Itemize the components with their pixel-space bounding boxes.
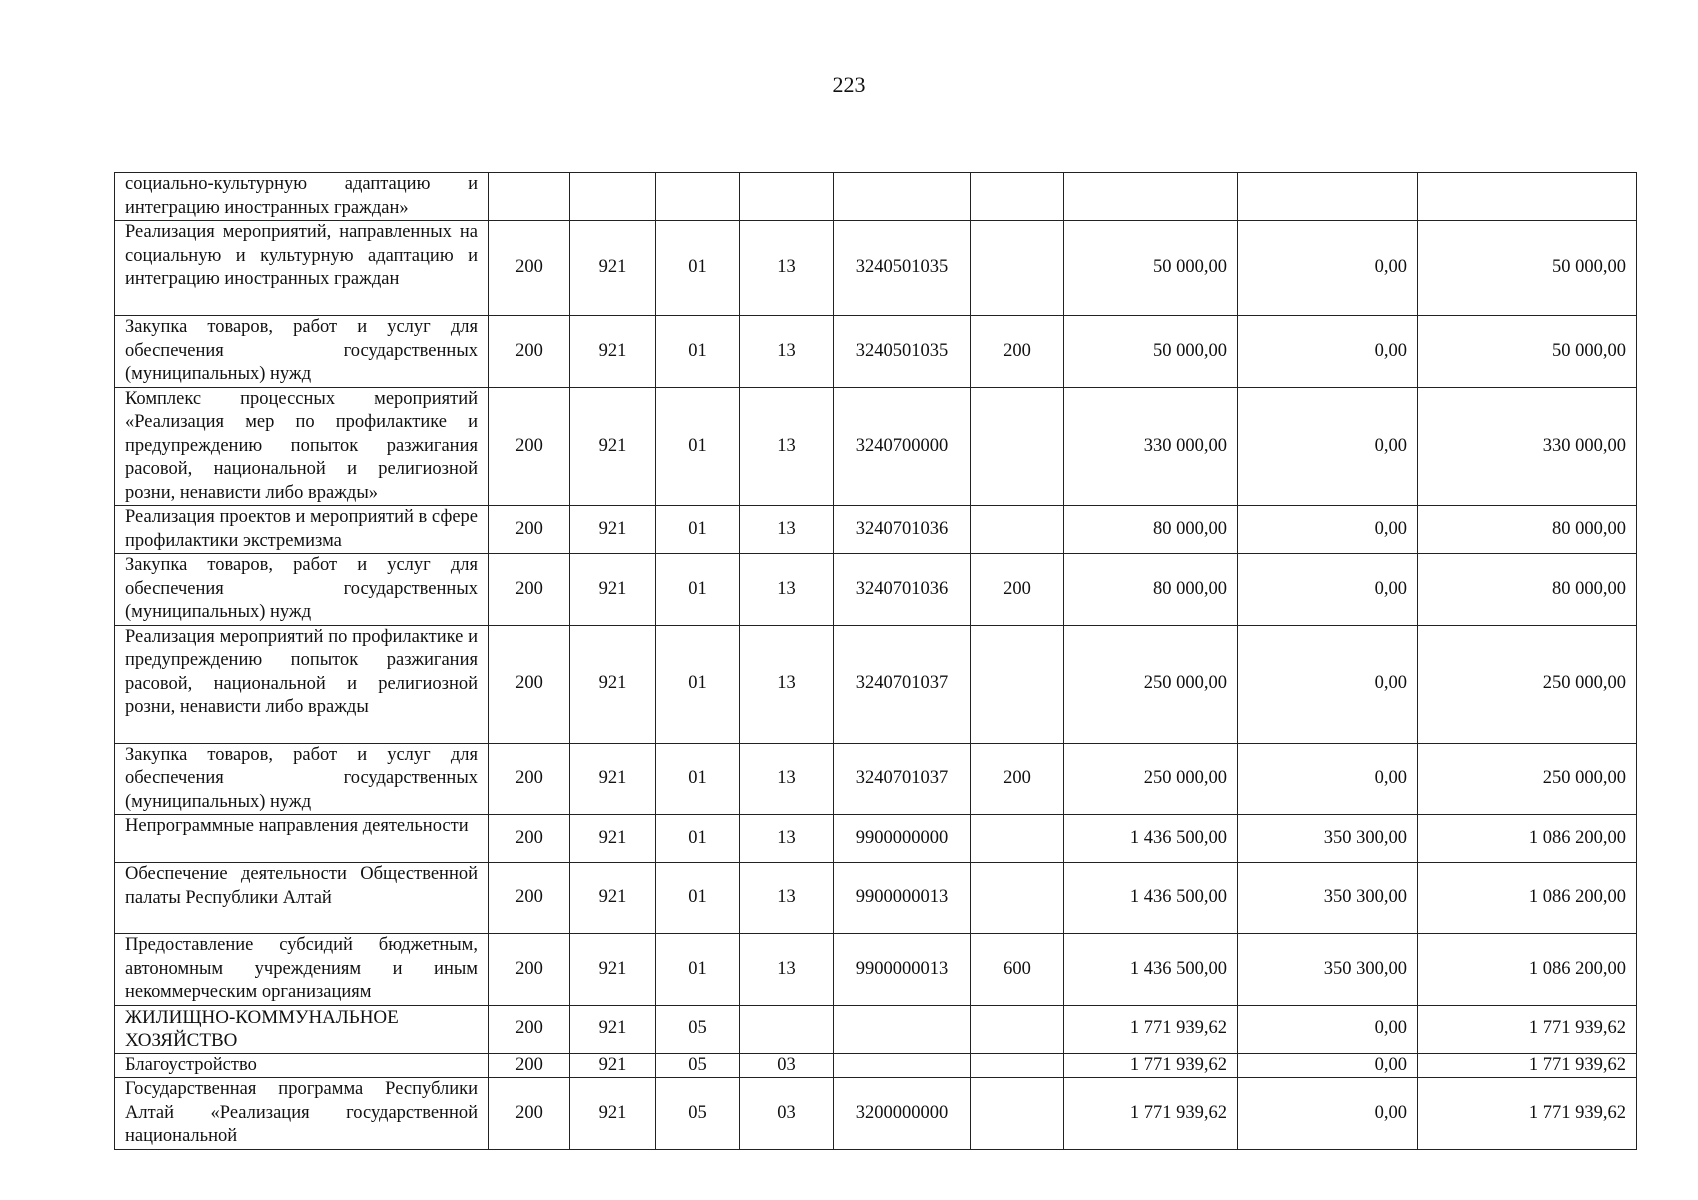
total-amount-cell: 330 000,00 xyxy=(1064,387,1238,506)
total-amount-cell: 50 000,00 xyxy=(1064,316,1238,388)
subsection-code-cell: 13 xyxy=(740,506,834,554)
total-amount-cell: 80 000,00 xyxy=(1064,554,1238,626)
federal-amount-cell: 0,00 xyxy=(1238,554,1418,626)
federal-amount-cell: 350 300,00 xyxy=(1238,815,1418,863)
grbs-code-cell: 200 xyxy=(489,1005,570,1053)
department-code-cell: 921 xyxy=(570,815,656,863)
federal-amount-cell: 350 300,00 xyxy=(1238,934,1418,1006)
budget-table xyxy=(114,172,1637,1150)
section-code-cell: 01 xyxy=(656,815,740,863)
total-amount-cell: 1 436 500,00 xyxy=(1064,934,1238,1006)
total-amount-cell: 1 436 500,00 xyxy=(1064,815,1238,863)
grbs-code-cell: 200 xyxy=(489,743,570,815)
target-article-cell: 9900000013 xyxy=(834,863,971,934)
federal-amount-cell: 0,00 xyxy=(1238,1005,1418,1053)
table-row xyxy=(115,221,1637,316)
section-code-cell: 01 xyxy=(656,743,740,815)
regional-amount-cell: 1 086 200,00 xyxy=(1418,934,1637,1006)
regional-amount-cell: 1 771 939,62 xyxy=(1418,1078,1637,1150)
department-code-cell: 921 xyxy=(570,863,656,934)
department-code-cell: 921 xyxy=(570,316,656,388)
regional-amount-cell: 250 000,00 xyxy=(1418,625,1637,743)
subsection-code-cell: 13 xyxy=(740,934,834,1006)
row-name-cell: Закупка товаров, работ и услуг для обеспечения государственных (муниципальных) нужд xyxy=(115,743,489,815)
section-code-cell: 01 xyxy=(656,221,740,316)
subsection-code-cell: 13 xyxy=(740,554,834,626)
department-code-cell: 921 xyxy=(570,554,656,626)
federal-amount-cell: 0,00 xyxy=(1238,221,1418,316)
total-amount-cell xyxy=(1064,173,1238,221)
table-row xyxy=(115,934,1637,1006)
section-code-cell xyxy=(656,173,740,221)
table-row xyxy=(115,1005,1637,1053)
department-code-cell: 921 xyxy=(570,743,656,815)
section-code-cell: 01 xyxy=(656,554,740,626)
department-code-cell: 921 xyxy=(570,221,656,316)
table-row xyxy=(115,173,1637,221)
target-article-cell: 3240701036 xyxy=(834,506,971,554)
table-row xyxy=(115,625,1637,743)
regional-amount-cell: 80 000,00 xyxy=(1418,554,1637,626)
grbs-code-cell: 200 xyxy=(489,387,570,506)
target-article-cell: 3240501035 xyxy=(834,316,971,388)
target-article-cell: 3240701036 xyxy=(834,554,971,626)
table-row xyxy=(115,1053,1637,1078)
table-row xyxy=(115,863,1637,934)
row-name-cell: Предоставление субсидий бюджетным, автономным учреждениям и иным некоммерческим организациям xyxy=(115,934,489,1006)
subsection-code-cell: 13 xyxy=(740,743,834,815)
grbs-code-cell: 200 xyxy=(489,316,570,388)
department-code-cell: 921 xyxy=(570,506,656,554)
department-code-cell: 921 xyxy=(570,934,656,1006)
subsection-code-cell: 03 xyxy=(740,1053,834,1078)
expense-type-cell xyxy=(971,1053,1064,1078)
target-article-cell: 3240700000 xyxy=(834,387,971,506)
expense-type-cell xyxy=(971,1005,1064,1053)
department-code-cell: 921 xyxy=(570,1078,656,1150)
expense-type-cell xyxy=(971,625,1064,743)
grbs-code-cell xyxy=(489,173,570,221)
regional-amount-cell: 250 000,00 xyxy=(1418,743,1637,815)
subsection-code-cell: 13 xyxy=(740,221,834,316)
table-row xyxy=(115,316,1637,388)
expense-type-cell xyxy=(971,506,1064,554)
row-name-cell: Реализация мероприятий по профилактике и предупреждению попыток разжигания расовой, национальной и религиозной розни, ненависти либо вражды xyxy=(115,625,489,743)
row-name-cell: Комплекс процессных мероприятий «Реализация мер по профилактике и предупреждению попыток разжигания расовой, национальной и религиозной розни, ненависти либо вражды» xyxy=(115,387,489,506)
target-article-cell: 9900000013 xyxy=(834,934,971,1006)
section-code-cell: 05 xyxy=(656,1053,740,1078)
subsection-code-cell xyxy=(740,173,834,221)
target-article-cell: 3200000000 xyxy=(834,1078,971,1150)
regional-amount-cell xyxy=(1418,173,1637,221)
department-code-cell: 921 xyxy=(570,625,656,743)
regional-amount-cell: 50 000,00 xyxy=(1418,316,1637,388)
section-code-cell: 01 xyxy=(656,387,740,506)
row-name-cell: Закупка товаров, работ и услуг для обеспечения государственных (муниципальных) нужд xyxy=(115,316,489,388)
federal-amount-cell: 0,00 xyxy=(1238,625,1418,743)
subsection-code-cell: 13 xyxy=(740,316,834,388)
federal-amount-cell: 0,00 xyxy=(1238,1053,1418,1078)
grbs-code-cell: 200 xyxy=(489,815,570,863)
grbs-code-cell: 200 xyxy=(489,506,570,554)
total-amount-cell: 1 771 939,62 xyxy=(1064,1078,1238,1150)
section-code-cell: 05 xyxy=(656,1078,740,1150)
target-article-cell xyxy=(834,1005,971,1053)
total-amount-cell: 250 000,00 xyxy=(1064,743,1238,815)
row-name-cell: Реализация мероприятий, направленных на социальную и культурную адаптацию и интеграцию иностранных граждан xyxy=(115,221,489,316)
table-row xyxy=(115,743,1637,815)
grbs-code-cell: 200 xyxy=(489,221,570,316)
section-code-cell: 05 xyxy=(656,1005,740,1053)
regional-amount-cell: 330 000,00 xyxy=(1418,387,1637,506)
expense-type-cell xyxy=(971,863,1064,934)
grbs-code-cell: 200 xyxy=(489,554,570,626)
total-amount-cell: 80 000,00 xyxy=(1064,506,1238,554)
row-name-cell: Непрограммные направления деятельности xyxy=(115,815,489,863)
regional-amount-cell: 1 771 939,62 xyxy=(1418,1005,1637,1053)
section-code-cell: 01 xyxy=(656,316,740,388)
expense-type-cell xyxy=(971,815,1064,863)
department-code-cell: 921 xyxy=(570,1053,656,1078)
department-code-cell xyxy=(570,173,656,221)
subsection-code-cell: 03 xyxy=(740,1078,834,1150)
federal-amount-cell: 350 300,00 xyxy=(1238,863,1418,934)
row-name-cell: Государственная программа Республики Алтай «Реализация государственной национальной xyxy=(115,1078,489,1150)
total-amount-cell: 250 000,00 xyxy=(1064,625,1238,743)
target-article-cell xyxy=(834,173,971,221)
target-article-cell: 3240701037 xyxy=(834,743,971,815)
section-code-cell: 01 xyxy=(656,506,740,554)
target-article-cell: 3240501035 xyxy=(834,221,971,316)
regional-amount-cell: 1 086 200,00 xyxy=(1418,863,1637,934)
expense-type-cell xyxy=(971,173,1064,221)
regional-amount-cell: 80 000,00 xyxy=(1418,506,1637,554)
page-number: 223 xyxy=(832,72,866,97)
subsection-code-cell: 13 xyxy=(740,863,834,934)
expense-type-cell xyxy=(971,221,1064,316)
row-name-cell: Реализация проектов и мероприятий в сфере профилактики экстремизма xyxy=(115,506,489,554)
target-article-cell xyxy=(834,1053,971,1078)
expense-type-cell xyxy=(971,387,1064,506)
grbs-code-cell: 200 xyxy=(489,934,570,1006)
grbs-code-cell: 200 xyxy=(489,625,570,743)
grbs-code-cell: 200 xyxy=(489,1053,570,1078)
total-amount-cell: 50 000,00 xyxy=(1064,221,1238,316)
total-amount-cell: 1 771 939,62 xyxy=(1064,1005,1238,1053)
grbs-code-cell: 200 xyxy=(489,863,570,934)
federal-amount-cell: 0,00 xyxy=(1238,387,1418,506)
regional-amount-cell: 1 771 939,62 xyxy=(1418,1053,1637,1078)
table-row xyxy=(115,387,1637,506)
federal-amount-cell: 0,00 xyxy=(1238,316,1418,388)
subsection-code-cell xyxy=(740,1005,834,1053)
budget-table-body xyxy=(115,173,1637,1150)
expense-type-cell: 200 xyxy=(971,554,1064,626)
total-amount-cell: 1 436 500,00 xyxy=(1064,863,1238,934)
expense-type-cell: 200 xyxy=(971,743,1064,815)
regional-amount-cell: 1 086 200,00 xyxy=(1418,815,1637,863)
row-name-cell: Обеспечение деятельности Общественной палаты Республики Алтай xyxy=(115,863,489,934)
regional-amount-cell: 50 000,00 xyxy=(1418,221,1637,316)
expense-type-cell: 600 xyxy=(971,934,1064,1006)
subsection-code-cell: 13 xyxy=(740,387,834,506)
grbs-code-cell: 200 xyxy=(489,1078,570,1150)
row-name-cell: Благоустройство xyxy=(115,1053,489,1078)
target-article-cell: 9900000000 xyxy=(834,815,971,863)
subsection-code-cell: 13 xyxy=(740,815,834,863)
federal-amount-cell xyxy=(1238,173,1418,221)
table-row xyxy=(115,554,1637,626)
row-name-cell: Закупка товаров, работ и услуг для обеспечения государственных (муниципальных) нужд xyxy=(115,554,489,626)
department-code-cell: 921 xyxy=(570,387,656,506)
row-name-cell: ЖИЛИЩНО-КОММУНАЛЬНОЕ ХОЗЯЙСТВО xyxy=(115,1005,489,1053)
federal-amount-cell: 0,00 xyxy=(1238,743,1418,815)
federal-amount-cell: 0,00 xyxy=(1238,506,1418,554)
section-code-cell: 01 xyxy=(656,625,740,743)
subsection-code-cell: 13 xyxy=(740,625,834,743)
federal-amount-cell: 0,00 xyxy=(1238,1078,1418,1150)
section-code-cell: 01 xyxy=(656,863,740,934)
target-article-cell: 3240701037 xyxy=(834,625,971,743)
table-row xyxy=(115,815,1637,863)
section-code-cell: 01 xyxy=(656,934,740,1006)
row-name-cell: социально-культурную адаптацию и интеграцию иностранных граждан» xyxy=(115,173,489,221)
expense-type-cell: 200 xyxy=(971,316,1064,388)
table-row xyxy=(115,506,1637,554)
table-row xyxy=(115,1078,1637,1150)
total-amount-cell: 1 771 939,62 xyxy=(1064,1053,1238,1078)
department-code-cell: 921 xyxy=(570,1005,656,1053)
expense-type-cell xyxy=(971,1078,1064,1150)
